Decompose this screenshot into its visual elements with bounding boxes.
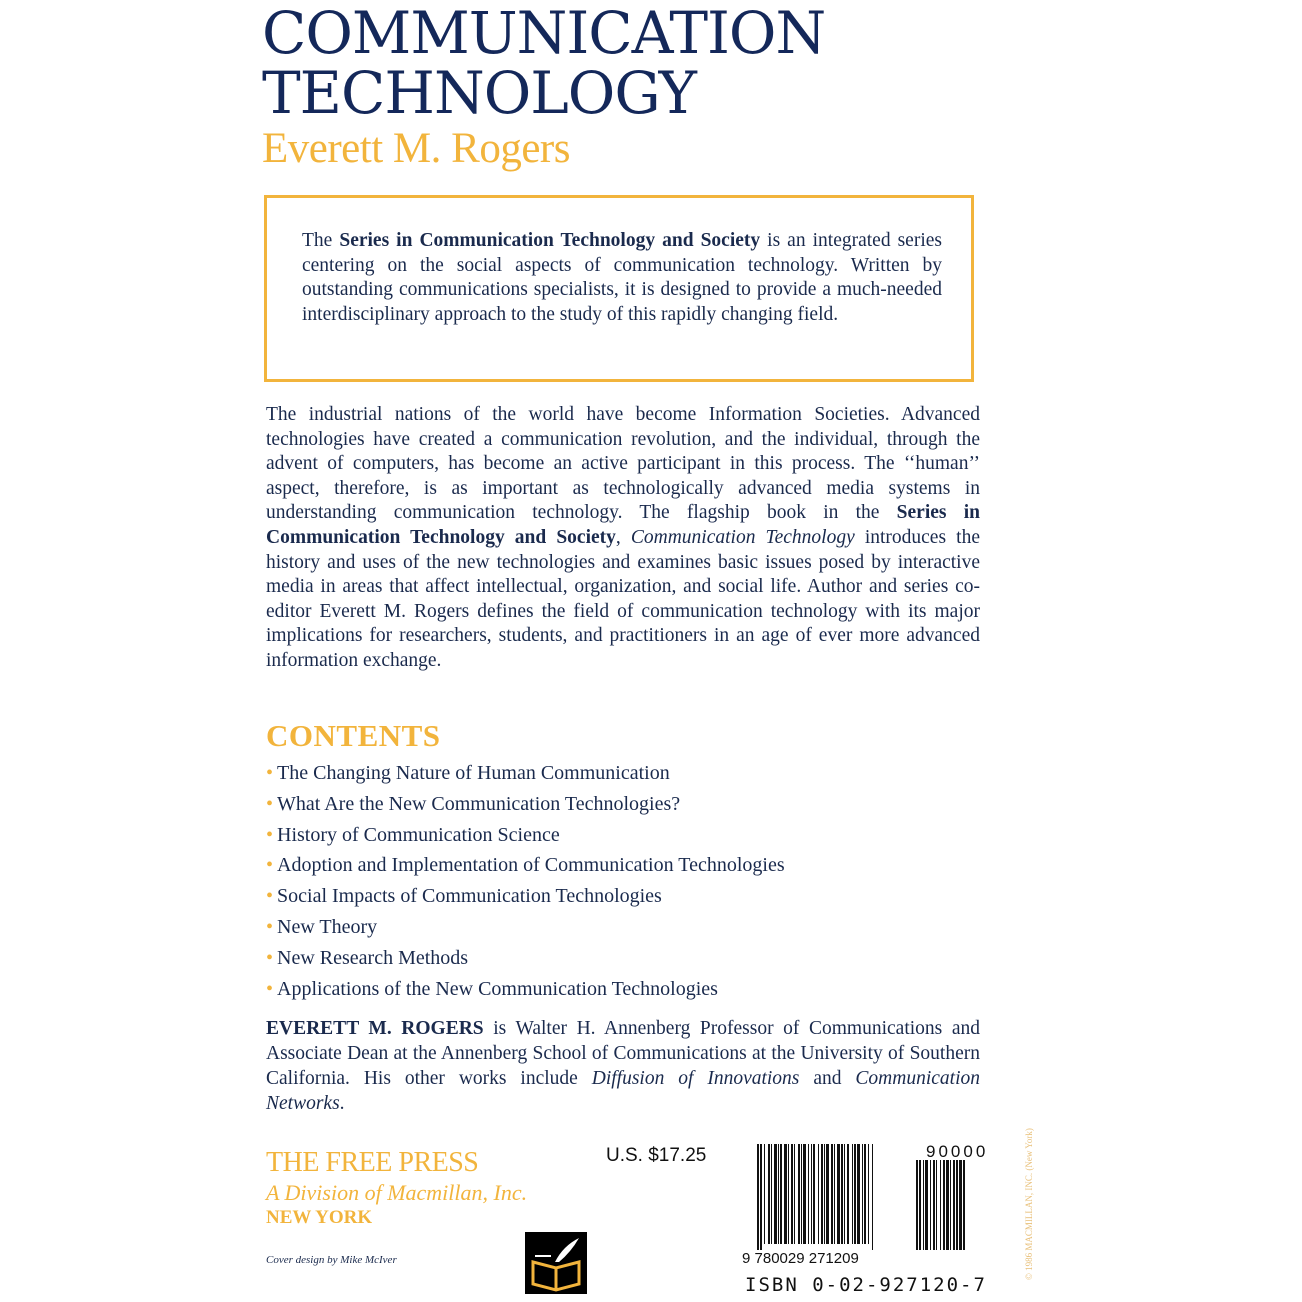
- publisher-city: NEW YORK: [266, 1207, 373, 1228]
- book-title-inline: Communication Technology: [630, 526, 855, 548]
- series-name-inline: Series in Communication Technology and Society: [266, 502, 980, 548]
- author-bio-name: EVERETT M. ROGERS: [266, 1018, 484, 1039]
- contents-item: • The Changing Nature of Human Communication: [266, 762, 670, 784]
- contents-item: • What Are the New Communication Technologies?: [266, 792, 681, 815]
- contents-item: • New Theory: [266, 915, 378, 938]
- contents-item: • Social Impacts of Communication Technologies: [266, 885, 662, 908]
- book-quill-icon: [525, 1232, 587, 1294]
- ean-digits: 9 780029 271209: [742, 1250, 859, 1267]
- contents-item: • History of Communication Science: [266, 823, 560, 846]
- addon-digits: 90000: [926, 1142, 989, 1161]
- contents-item: • New Research Methods: [266, 946, 469, 969]
- isbn-number: ISBN 0-02-927120-7: [745, 1274, 987, 1296]
- price-label: U.S. $17.25: [606, 1145, 707, 1166]
- price-addon-barcode: [916, 1160, 994, 1250]
- series-name: Series in Communication Technology and Society: [339, 230, 761, 251]
- contents-list: [266, 758, 785, 1004]
- book-title-line1: COMMUNICATION: [262, 0, 826, 67]
- cover-design-credit: Cover design by Mike McIver: [266, 1254, 397, 1266]
- contents-item: • Adoption and Implementation of Communication Technologies: [266, 854, 785, 877]
- author-bio: EVERETT M. ROGERS is Walter H. Annenberg Professor of Communications and Associate Dean at the Annenberg School of Communications at the University of Southern California. His other works include Diffusion of Innovations and Communication Networks.: [266, 1018, 980, 1114]
- isbn-barcode: [757, 1144, 912, 1250]
- publisher-name: THE FREE PRESS: [266, 1147, 479, 1178]
- book-description: The industrial nations of the world have become Information Societies. Advanced technologies have created a communication revolution, and the individual, through the advent of computers, has become an active participant in this process. The ‘‘human’’ aspect, therefore, is as important as technologically advanced media systems in understanding communication technology. The flagship book in the Series in Communication Technology and Society, Communication Technology introduces the history and uses of the new technologies and examines basic issues posed by interactive media in areas that affect intellectual, organization, and social life. Author and series co-editor Everett M. Rogers defines the field of communication technology with its major implications for researchers, students, and practitioners in an age of ever more advanced information exchange.: [266, 404, 980, 671]
- contents-heading: CONTENTS: [266, 718, 441, 753]
- series-description: The Series in Communication Technology and Society is an integrated series centering on the social aspects of communication technology. Written by outstanding communications specialists, it is designed to provide a much-needed interdisciplinary approach to the study of this rapidly changing field.: [302, 230, 942, 325]
- publisher-division: A Division of Macmillan, Inc.: [266, 1180, 528, 1205]
- copyright-credit: © 1986 MACMILLAN, INC. (New York): [1024, 1128, 1034, 1280]
- book-title-line2: TECHNOLOGY: [262, 59, 696, 127]
- contents-item: • Applications of the New Communication Technologies: [266, 977, 718, 1000]
- author-name: Everett M. Rogers: [262, 125, 570, 172]
